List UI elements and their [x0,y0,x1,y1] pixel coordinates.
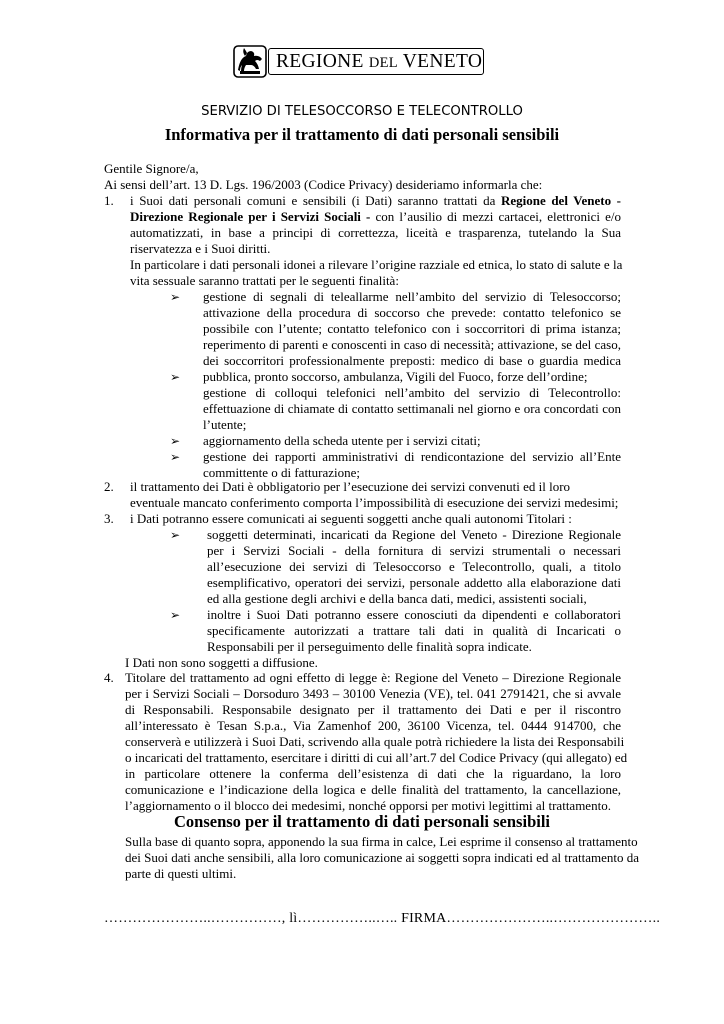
arrow-bullet-icon: ➢ [170,434,181,448]
logo-wordmark [276,50,482,74]
section-number: 2. [104,479,114,494]
list-item-line: inoltre i Suoi Dati potranno essere conosciuti da dipendenti e collaboratori [207,607,621,622]
section-1-line: automatizzati, in base a principi di correttezza, liceità e trasparenza, tutelando la Sua [130,225,621,240]
logo-word-veneto: VENETO [402,51,483,72]
section-1-line [130,209,621,225]
list-item-line: Responsabili per il perseguimento delle finalità sopra indicate. [207,639,532,654]
section-4-line: di Responsabili. Responsabile designato per il trattamento dei Dati e per il riscontro [125,702,621,717]
consent-line: dei Suoi dati anche sensibili, alla loro comunicazione ai soggetti sopra indicati ed al trattamento da [125,850,640,865]
logo-word-regione: REGIONE [276,51,364,72]
section-1-paragraph-line: vita sessuale saranno trattati per le seguenti finalità: [130,273,399,288]
list-item-line: effettuazione di chiamate di contatto settimanali nel giorno e ora concordati con [203,401,621,416]
section-1-bold-text: Regione del Veneto - [500,193,621,208]
section-1-text: i Suoi dati personali comuni e sensibili (i Dati) saranno trattati da [130,193,501,208]
section-2-line: il trattamento dei Dati è obbligatorio per l’esecuzione dei servizi convenuti ed il loro [130,479,571,494]
logo-word-del: DEL [368,55,398,71]
arrow-bullet-icon: ➢ [170,370,181,384]
consent-title: Consenso per il trattamento di dati personali sensibili [173,812,550,831]
list-item-line: all’esecuzione dei servizi di Telesoccorso e Telecontrollo, quali, a titolo [207,559,621,574]
section-1-text: con l’ausilio di mezzi cartacei, elettronici e/o [370,209,621,224]
arrow-bullet-icon: ➢ [170,450,181,464]
greeting: Gentile Signore/a, [104,161,199,176]
regione-veneto-logo [232,44,486,79]
section-4-line: in particolare ottenere la conferma dell’esistenza di dati che la riguardano, la loro [125,766,621,781]
section-4-line: per i Servizi Sociali – Dorsoduro 3493 – 30100 Venezia (VE), tel. 041 2791421, che si avvale [125,686,621,701]
section-4-line: conserverà e utilizzerà i Suoi Dati, scrivendo alla quale potrà richiedere la lista dei Responsabili [125,734,625,749]
signature-line[interactable]: …………………..……………, lì……………..….. FIRMA…………………..………………….. [104,911,661,926]
list-item-line: dei soccorritori professionalmente preposti: medico di base o guardia medica [203,353,621,368]
section-4-line: o incaricati del trattamento, esercitare i diritti di cui all’art.7 del Codice Privacy (qui allegato) ed [125,750,628,765]
section-3-intro: i Dati potranno essere comunicati ai seguenti soggetti anche quali autonomi Titolari : [130,511,572,526]
arrow-bullet-icon: ➢ [170,608,181,622]
section-number: 4. [104,670,114,685]
intro-text: Ai sensi dell’art. 13 D. Lgs. 196/2003 (Codice Privacy) desideriamo informarla che: [104,177,543,192]
section-1-line: riservatezza e i Suoi diritti. [130,241,271,256]
list-item-line: per i Servizi Sociali - della fornitura di servizi strumentali o necessari [207,543,621,558]
arrow-bullet-icon: ➢ [170,290,181,304]
list-item-line: soggetti determinati, incaricati da Regione del Veneto - Direzione Regionale [207,527,621,542]
list-item-line: attivazione della procedura di soccorso che prevede: contatto telefonico se [203,305,621,320]
list-item-line: committente o di fatturazione; [203,465,361,480]
section-number: 3. [104,511,114,526]
service-title: SERVIZIO DI TELESOCCORSO E TELECONTROLLO [201,104,523,119]
document-title: Informativa per il trattamento di dati personali sensibili [164,125,560,144]
list-item-line: possibile con l’utente; contatto telefonico con i soccorritori di prima istanza; [203,321,621,336]
list-item-line: ed alla gestione degli archivi e della banca dati, medici, assistenti sociali, [207,591,587,606]
list-item-line: gestione di colloqui telefonici nell’ambito del servizio di Telecontrollo: [203,385,621,400]
consent-line: Sulla base di quanto sopra, apponendo la sua firma in calce, Lei esprime il consenso al trattamento [125,834,638,849]
list-item-line: gestione dei rapporti amministrativi di rendicontazione del servizio all’Ente [203,449,621,464]
section-4-line: comunicazione e l’indicazione della logica e delle finalità del trattamento, la cancellazione, [125,782,621,797]
list-item-line: l’utente; [203,417,247,432]
list-item-line: pubblica, pronto soccorso, ambulanza, Vigili del Fuoco, forze dell’ordine; [203,369,588,384]
section-4-line: l’aggiornamento o il blocco dei medesimi, nonché opporsi per motivi legittimi al trattamento. [125,798,611,813]
section-1-line [130,193,621,209]
list-item-line: gestione di segnali di teleallarme nell’ambito del servizio di Telesoccorso; [203,289,621,304]
section-4-line: Titolare del trattamento ad ogni effetto di legge è: Regione del Veneto – Direzione Regionale [125,670,621,685]
section-1-bold-text: Direzione Regionale per i Servizi Sociali - [130,209,371,224]
section-2-line: eventuale mancato conferimento comporta l’impossibilità di esecuzione dei servizi medesimi; [130,495,619,510]
list-item-line: reperimento di parenti e conoscenti in caso di necessità; attivazione, se del caso, [203,337,621,352]
list-item-line: esemplificativo, operatori dei servizi, personale addetto alla elaborazione dati [207,575,621,590]
section-number: 1. [104,193,114,208]
list-item-line: specificamente autorizzati a trattare tali dati in qualità di Incaricati o [207,623,621,638]
section-4-line: all’interessato è Tesan S.p.a., Via Zamenhof 200, 36100 Vicenza, tel. 0444 914700, che [125,718,621,733]
arrow-bullet-icon: ➢ [170,528,181,542]
consent-line: parte di questi ultimi. [125,866,237,881]
list-item-line: aggiornamento della scheda utente per i servizi citati; [203,433,481,448]
lion-of-saint-mark-emblem-icon [232,44,268,79]
section-1-paragraph-line: In particolare i dati personali idonei a rilevare l’origine razziale ed etnica, lo stato di salute e la [130,257,623,272]
section-3-closing: I Dati non sono soggetti a diffusione. [125,655,318,670]
